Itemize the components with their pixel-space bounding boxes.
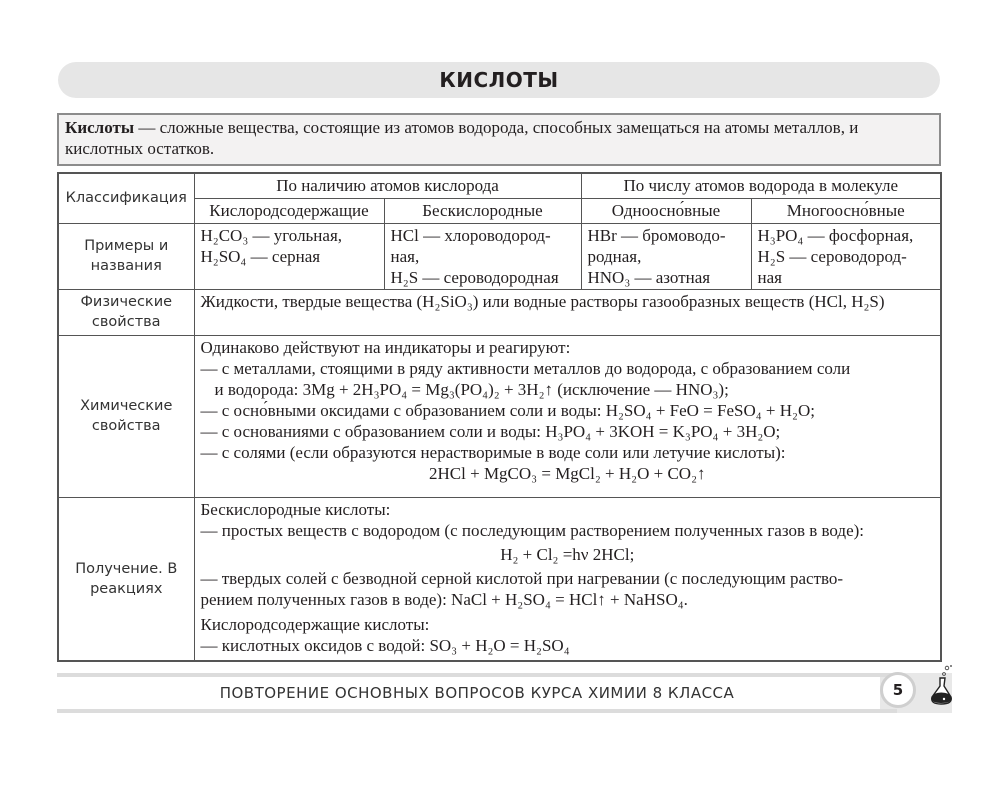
- page-title-bar: [58, 62, 940, 98]
- example-line: H₂S — сероводородная: [390, 267, 559, 287]
- row-header-obtaining: Получение. В реакциях: [58, 497, 194, 661]
- obtaining-line: — твердых солей с безводной серной кислотой при нагревании (с последующим раство-: [200, 568, 844, 588]
- page-title: КИСЛОТЫ: [439, 68, 559, 92]
- examples-monobasic: [581, 223, 751, 289]
- obtaining-equation: H₂ + Cl₂ =hν 2HCl;: [500, 544, 635, 564]
- chemical-properties-cell: [194, 335, 941, 497]
- subheader-oxygen-free: Бескислородные: [384, 198, 581, 223]
- footer-bar: [57, 673, 897, 713]
- group-header-oxygen: По наличию атомов кислорода: [194, 173, 581, 198]
- obtaining-line: Бескислородные кислоты:: [200, 499, 391, 519]
- chemical-line: — с основаниями с образованием соли и воды: H₃PO₄ + 3KOH = K₃PO₄ + 3H₂O;: [200, 421, 781, 441]
- subheader-polybasic: Многоосно́вные: [751, 198, 941, 223]
- row-header-chemical: Химические свойства: [58, 335, 194, 497]
- row-header-physical: Физические свойства: [58, 289, 194, 335]
- definition-term: Кислоты: [65, 118, 135, 137]
- definition-text: — сложные вещества, состоящие из атомов водорода, способных замещаться на атомы металлов, и кислотных остатков.: [65, 118, 859, 158]
- classification-header: Классификация: [58, 173, 194, 223]
- example-line: HBr — бромоводо-: [587, 225, 726, 245]
- row-header-examples: Примеры и названия: [58, 223, 194, 289]
- example-line: ная,: [390, 246, 420, 266]
- obtaining-cell: [194, 497, 941, 661]
- chemical-line: — с осно́вными оксидами с образованием соли и воды: H₂SO₄ + FeO = FeSO₄ + H₂O;: [200, 400, 815, 420]
- example-line: H₂SO₄ — серная: [200, 246, 321, 266]
- example-line: HCl — хлороводород-: [390, 225, 551, 245]
- chemical-line: — с солями (если образуются нерастворимые в воде соли или летучие кислоты):: [200, 442, 786, 462]
- group-header-hydrogen: По числу атомов водорода в молекуле: [581, 173, 941, 198]
- example-line: родная,: [587, 246, 642, 266]
- obtaining-line: рением полученных газов в воде): NaCl + H₂SO₄ = HCl↑ + NaHSO₄.: [200, 589, 688, 609]
- chemical-line: — с металлами, стоящими в ряду активности металлов до водорода, с образованием соли: [200, 358, 851, 378]
- obtaining-line: — кислотных оксидов с водой: SO₃ + H₂O = H₂SO₄: [200, 635, 570, 655]
- footer-text: ПОВТОРЕНИЕ ОСНОВНЫХ ВОПРОСОВ КУРСА ХИМИИ 8 КЛАССА: [219, 684, 735, 702]
- example-line: H₂CO₃ — угольная,: [200, 225, 343, 245]
- chemical-line: Одинаково действуют на индикаторы и реагируют:: [200, 337, 571, 357]
- examples-oxygen-containing: [194, 223, 384, 289]
- example-line: HNO₃ — азотная: [587, 267, 711, 287]
- example-line: H₂S — сероводород-: [757, 246, 907, 266]
- example-line: H₃PO₄ — фосфорная,: [757, 225, 914, 245]
- obtaining-line: Кислородсодержащие кислоты:: [200, 614, 430, 634]
- page-number: 5: [880, 672, 916, 708]
- example-line: ная: [757, 267, 782, 287]
- subheader-oxygen-containing: Кислородсодержащие: [194, 198, 384, 223]
- chemical-equation: 2HCl + MgCO₃ = MgCl₂ + H₂O + CO₂↑: [429, 463, 706, 483]
- obtaining-line: — простых веществ с водородом (с последующим растворением полученных газов в воде):: [200, 520, 865, 540]
- subheader-monobasic: Одноосно́вные: [581, 198, 751, 223]
- flask-icon: [928, 664, 954, 706]
- acids-table: [57, 172, 942, 662]
- chemical-line: и водорода: 3Mg + 2H₃PO₄ = Mg₃(PO₄)₂ + 3H₂↑ (исключение — HNO₃);: [214, 379, 729, 399]
- physical-properties-text: Жидкости, твердые вещества (H₂SiO₃) или водные растворы газообразных веществ (HCl, H₂S): [194, 289, 941, 335]
- definition-box: [57, 113, 941, 166]
- examples-oxygen-free: [384, 223, 581, 289]
- examples-polybasic: [751, 223, 941, 289]
